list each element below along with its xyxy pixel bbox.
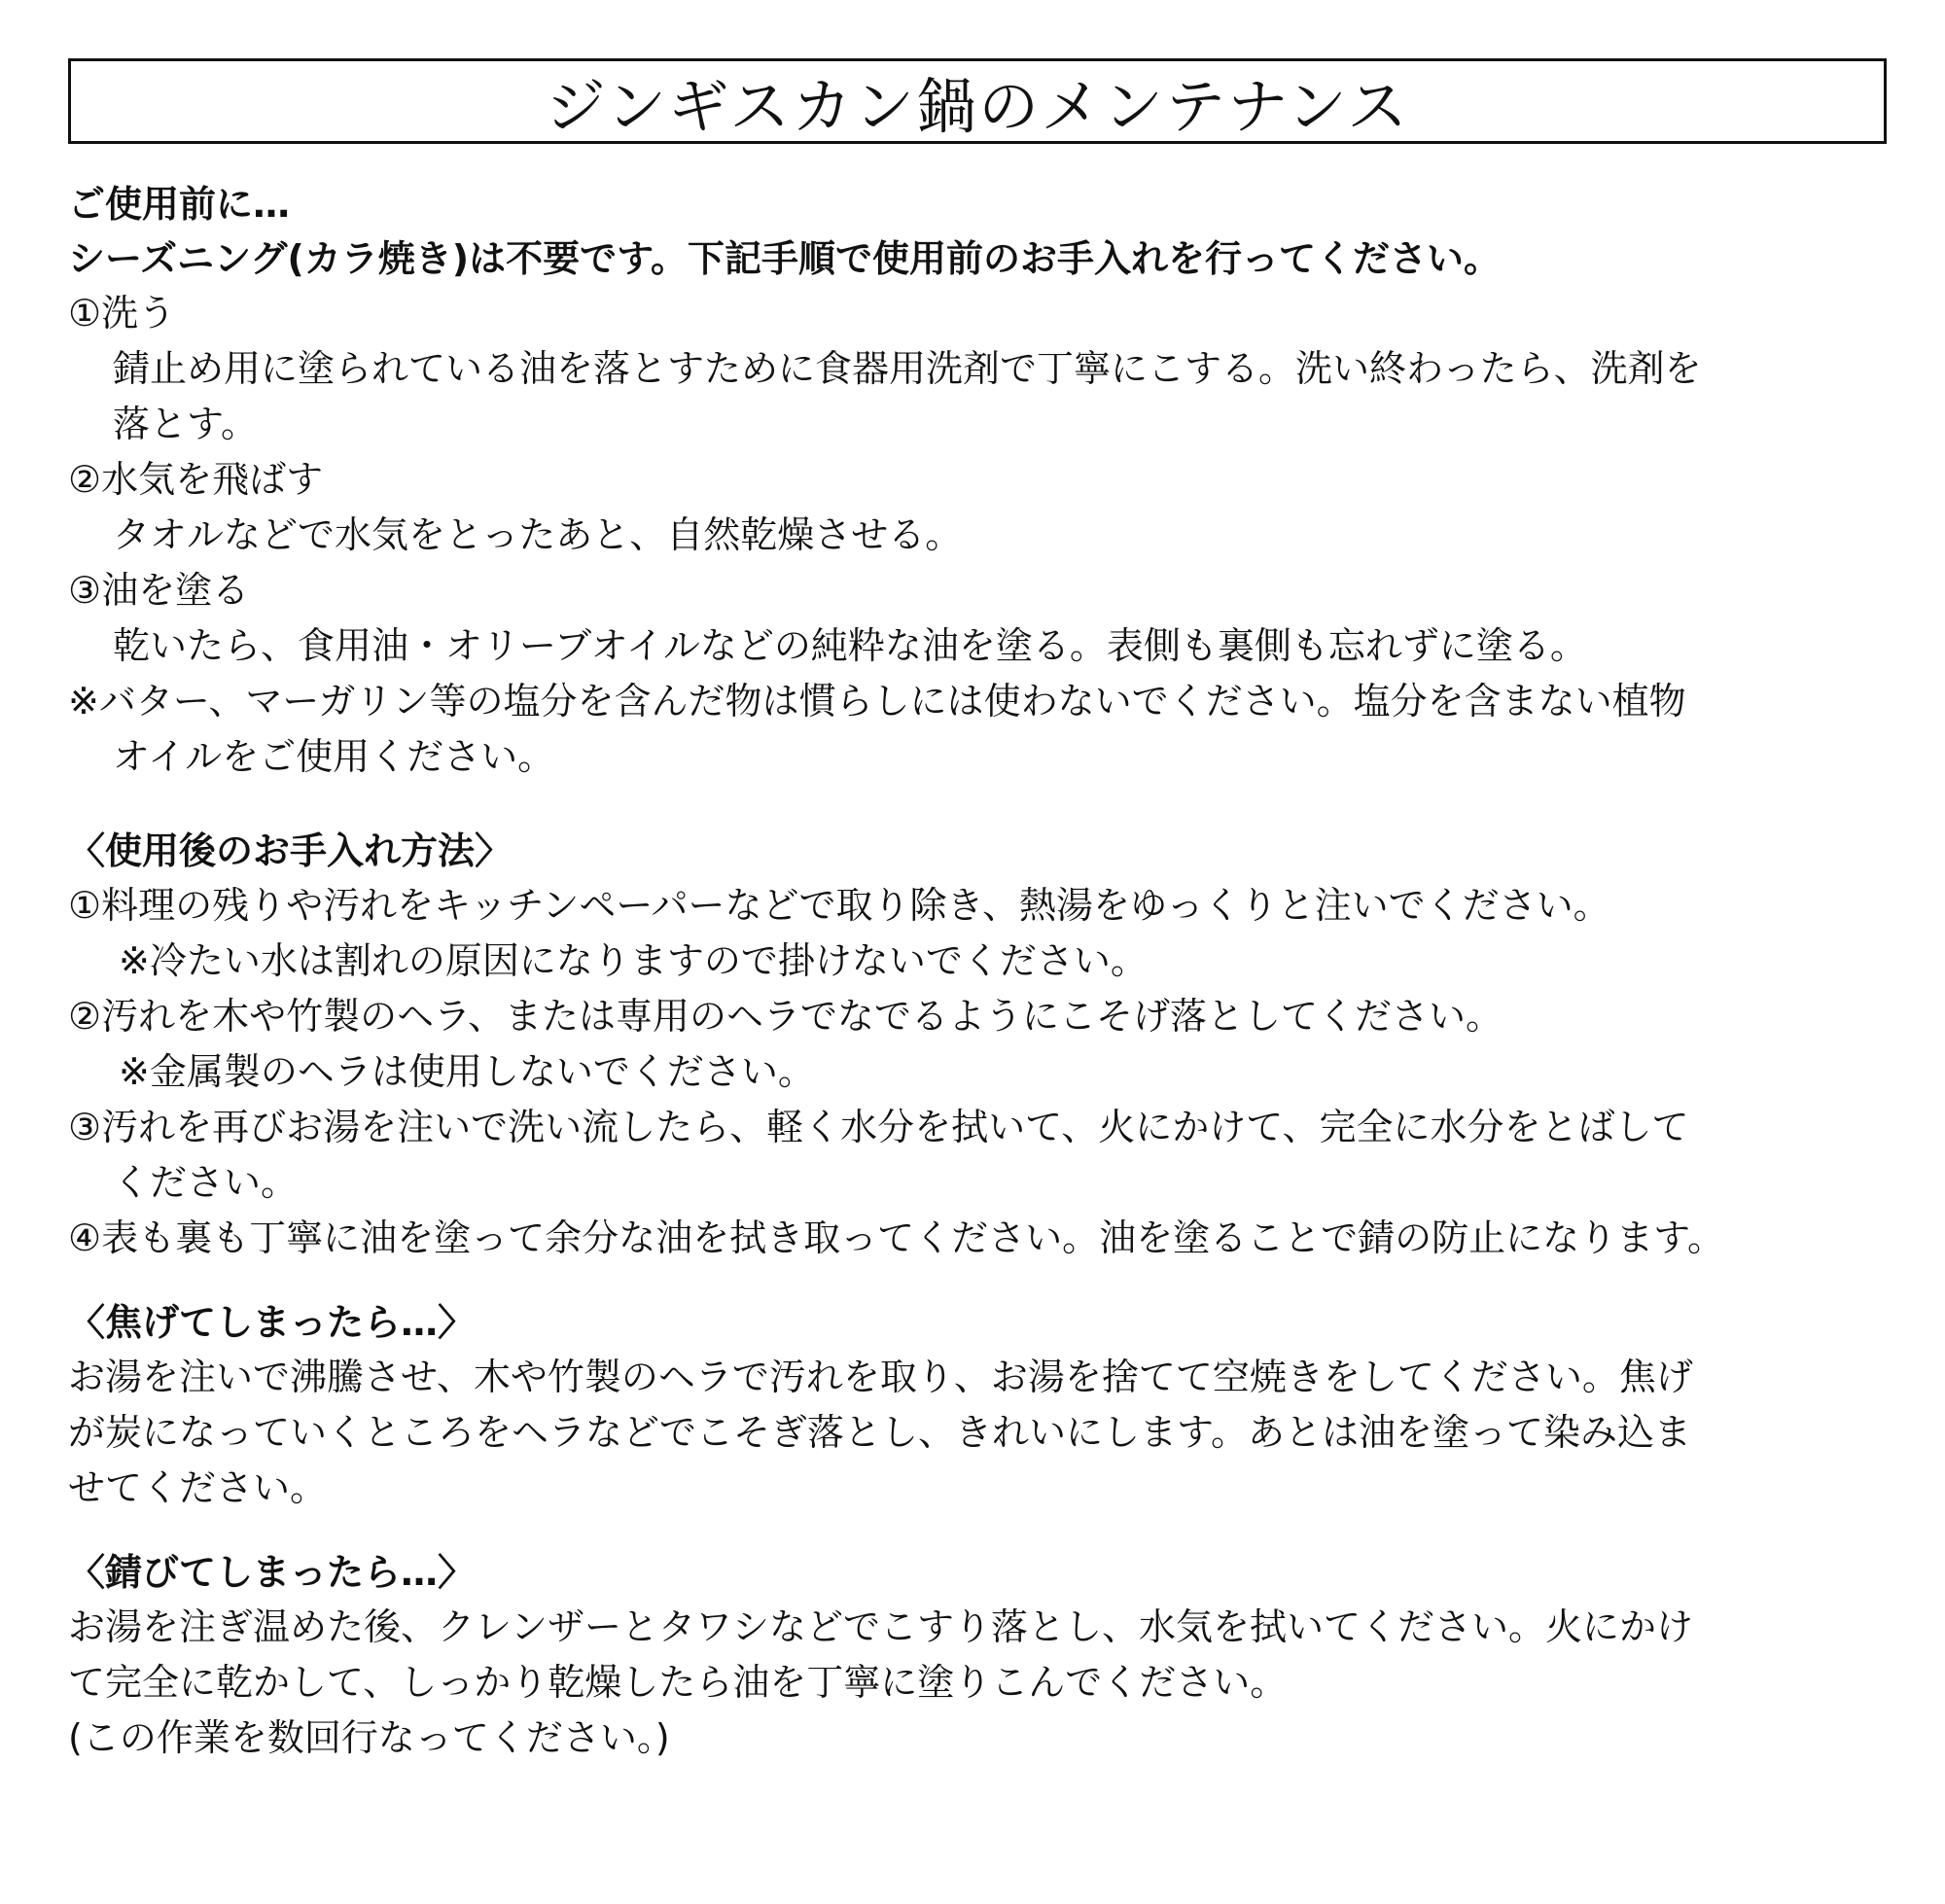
rusted-heading: 〈錆びてしまったら…〉: [68, 1551, 476, 1594]
title-box: [68, 58, 1887, 144]
section-burnt: [68, 1295, 1887, 1516]
paragraph-line: せてください。: [68, 1466, 328, 1509]
paragraph-line: (この作業を数回行なってください。): [68, 1716, 670, 1759]
list-item: ④表も裏も丁寧に油を塗って余分な油を拭き取ってください。油を塗ることで錆の防止になります。: [68, 1216, 1725, 1259]
step-label: ②水気を飛ばす: [68, 458, 324, 501]
note-text: ※バター、マーガリン等の塩分を含んだ物は慣らしには使わないでください。塩分を含まない植物: [68, 680, 1686, 723]
before-use-heading: ご使用前に…: [68, 183, 291, 226]
note-text: ※冷たい水は割れの原因になりますので掛けないでください。: [119, 939, 1148, 982]
before-use-subheading: シーズニング(カラ焼き)は不要です。下記手順で使用前のお手入れを行ってください。: [68, 237, 1502, 280]
section-before-use: [68, 177, 1887, 785]
page-title: ジンギスカン鍋のメンテナンス: [545, 70, 1410, 142]
step-text: タオルなどで水気をとったあと、自然乾燥させる。: [113, 513, 963, 556]
note-text: ※金属製のヘラは使用しないでください。: [119, 1050, 815, 1093]
burnt-heading: 〈焦げてしまったら…〉: [68, 1301, 476, 1344]
paragraph-line: お湯を注ぎ温めた後、クレンザーとタワシなどでこすり落とし、水気を拭いてください。火にかけ: [68, 1605, 1694, 1648]
document-page: [68, 58, 1887, 1766]
list-item: ①料理の残りや汚れをキッチンペーパーなどで取り除き、熱湯をゆっくりと注いでください。: [68, 884, 1610, 927]
note-text: オイルをご使用ください。: [113, 735, 555, 778]
step-label: ①洗う: [68, 292, 176, 335]
section-rusted: [68, 1545, 1887, 1766]
step-text: 錆止め用に塗られている油を落とすために食器用洗剤で丁寧にこする。洗い終わったら、洗剤を: [113, 347, 1702, 390]
section-after-use: [68, 824, 1887, 1266]
step-label: ③油を塗る: [68, 569, 250, 612]
step-text: 落とす。: [113, 403, 258, 445]
after-use-heading: 〈使用後のお手入れ方法〉: [68, 829, 513, 872]
list-item: ②汚れを木や竹製のヘラ、または専用のヘラでなでるようにこそげ落としてください。: [68, 995, 1503, 1038]
paragraph-line: が炭になっていくところをヘラなどでこそぎ落とし、きれいにします。あとは油を塗って染み込ま: [68, 1411, 1691, 1454]
paragraph-line: て完全に乾かして、しっかり乾燥したら油を丁寧に塗りこんでください。: [68, 1661, 1288, 1704]
list-item: ください。: [113, 1161, 299, 1204]
paragraph-line: お湯を注いで沸騰させ、木や竹製のヘラで汚れを取り、お湯を捨てて空焼きをしてください。焦げ: [68, 1356, 1693, 1398]
list-item: ③汚れを再びお湯を注いで洗い流したら、軽く水分を拭いて、火にかけて、完全に水分をとばして: [68, 1106, 1689, 1148]
step-text: 乾いたら、食用油・オリーブオイルなどの純粋な油を塗る。表側も裏側も忘れずに塗る。: [113, 624, 1587, 667]
